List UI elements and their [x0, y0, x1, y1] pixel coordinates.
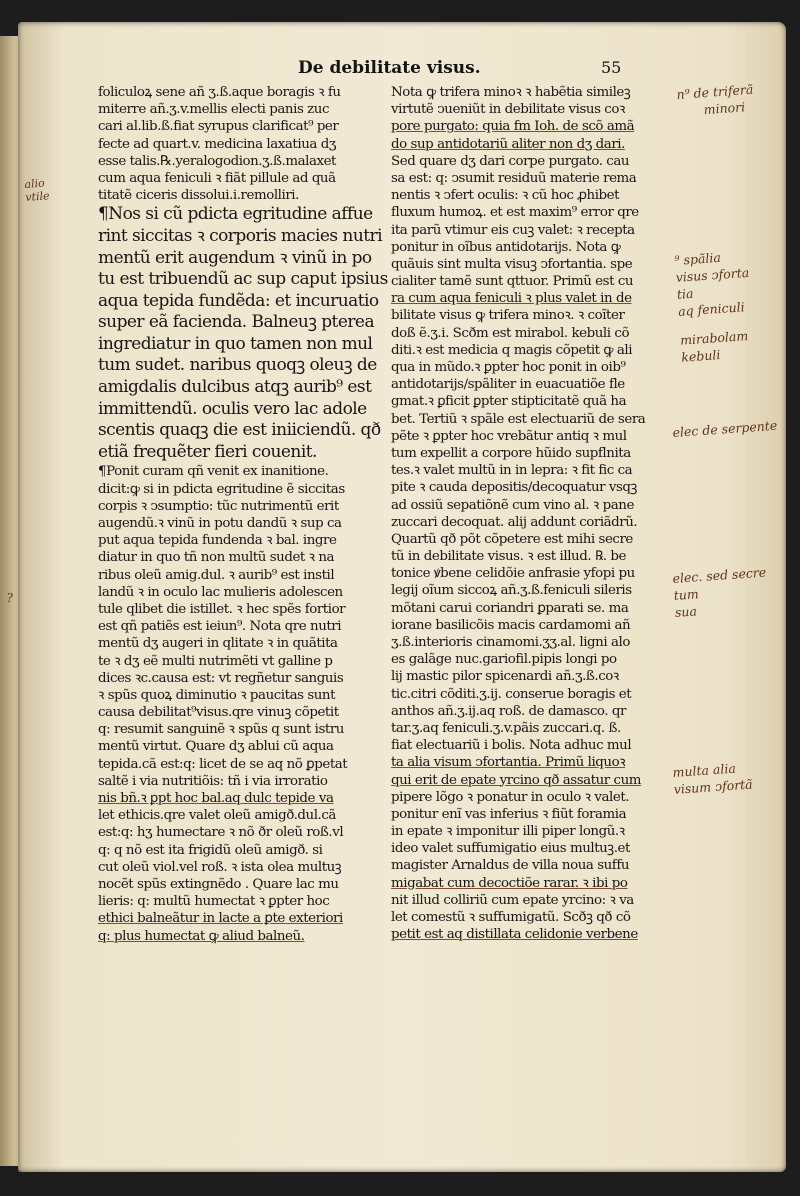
text-line: est:q: hʒ humectare ꝛ nõ ðr oleũ roß.vl	[98, 825, 344, 841]
margin-note-line: elec. sed secre	[672, 564, 767, 586]
margin-note	[672, 563, 769, 620]
margin-note-line: visum ↄfortã	[673, 776, 754, 797]
margin-note-line: ?	[6, 590, 14, 605]
text-line-underlined: ra cum aqua feniculi ꝛ plus valet in de	[391, 291, 632, 307]
text-line: let ethicis.qre valet oleũ amigð.dul.cã	[98, 808, 336, 824]
text-line: ꝛ spũs quoꝝ diminutio ꝛ paucitas sunt	[98, 687, 336, 703]
text-line: tepida.cã est:q: licet de se aq nõ ꝑpetat	[98, 756, 348, 772]
text-line: diti.ꝛ est medicia q magis cõpetit ꝙ ali	[391, 342, 633, 358]
text-line: ¶Ponit curam qñ venit ex inanitione.	[98, 464, 329, 480]
text-line: q: resumit sanguinẽ ꝛ spũs q sunt istru	[98, 722, 344, 738]
text-line: mõtani carui coriandri ꝑparati se. ma	[391, 600, 629, 616]
margin-note-line: multa alia	[672, 760, 737, 780]
margin-note-line: elec de serpente	[672, 417, 778, 440]
text-line: cut oleũ viol.vel roß. ꝛ ista olea multuꝫ	[98, 859, 342, 875]
text-line: lij mastic pilor spicenardi añ.ʒ.ß.coꝛ	[391, 669, 619, 685]
text-line-large: super eã facienda. Balneuꝫ pterea	[98, 312, 375, 333]
text-line-large: tum sudet. naribus quoqꝫ oleuꝫ de	[98, 355, 377, 376]
margin-note	[672, 417, 778, 441]
text-line: anthos añ.ʒ.ij.aq roß. de damasco. qr	[391, 703, 626, 719]
text-line: zuccari decoquat. alij addunt coriãdrũ.	[391, 514, 638, 530]
text-line: Nota ꝙ trifera minoꝛ ꝛ habẽtia simileꝫ	[391, 85, 631, 100]
margin-note-line: tum	[673, 586, 700, 603]
text-line-large: ¶Nos si cũ pdicta egritudine affue	[98, 204, 373, 225]
text-line: fiat electuariũ i bolis. Nota adhuc mul	[391, 738, 632, 754]
text-line-large: scentis quaqꝫ die est iniiciendũ. qð	[98, 420, 381, 441]
margin-note-line: kebuli	[680, 347, 721, 365]
margin-note-line: mirabolam	[679, 328, 749, 348]
text-line: let comestũ ꝛ suffumigatũ. Scðꝫ qð cõ	[391, 910, 631, 925]
text-line: Sed quare dʒ dari corpe purgato. cau	[391, 153, 630, 169]
text-line: miterre añ.ʒ.v.mellis electi panis zuc	[98, 102, 329, 118]
margin-note-line: visus ↄforta	[675, 264, 750, 285]
running-header: De debilitate visus.	[298, 58, 481, 78]
margin-note	[672, 758, 753, 797]
text-line: doß ẽ.ʒ.i. Scðm est mirabol. kebuli cõ	[391, 325, 630, 341]
text-line: es galãge nuc.gariofil.pipis longi po	[391, 652, 617, 668]
text-line-underlined: petit est aq distillata celidonie verbene	[391, 927, 638, 943]
text-line: bilitate visus ꝙ trifera minoꝛ. ꝛ coĩter	[391, 308, 625, 324]
text-line-large: rint siccitas ꝛ corporis macies nutri	[98, 225, 382, 246]
margin-note-left	[24, 176, 50, 204]
text-line: ideo valet suffumigatio eius multuꝫ.et	[391, 841, 630, 857]
text-line: quãuis sint multa visuꝫ ↄfortantia. spe	[391, 256, 633, 272]
margin-note-line: n⁹ de triferã	[676, 81, 754, 102]
text-line-underlined: ta alia visum ↄfortantia. Primũ liquoꝛ	[391, 755, 626, 771]
text-line: legij oĩum siccoꝝ añ.ʒ.ß.feniculi sileris	[391, 583, 632, 599]
text-line: dicit:ꝙ si in pdicta egritudine ẽ siccitas	[98, 481, 345, 497]
text-line: pite ꝛ cauda depositis/decoquatur vsqꝫ	[391, 480, 637, 496]
text-line: nocẽt spũs extingnẽdo . Quare lac mu	[98, 876, 339, 892]
text-line: tic.citri cõditi.ʒ.ij. conserue boragis et	[391, 686, 632, 702]
text-line: lieris: q: multũ humectat ꝛ ꝑpter hoc	[98, 894, 330, 910]
text-line: pẽte ꝛ ꝑpter hoc vrebãtur antiq ꝛ mul	[391, 428, 627, 444]
text-line: tonice ꝟbene celidõie anfrasie yfopi pu	[391, 566, 635, 582]
text-line: foliculoꝝ sene añ ʒ.ß.aque boragis ꝛ fu	[98, 85, 341, 100]
left-column	[98, 84, 390, 945]
text-line: tũ in debilitate visus. ꝛ est illud. ℞. be	[391, 549, 627, 565]
text-line: q: q nõ est ita frigidũ oleũ amigð. si	[98, 842, 323, 858]
text-line: corpis ꝛ ↄsumptio: tũc nutrimentũ erit	[98, 498, 339, 514]
text-line-underlined: do sup antidotariũ aliter non dʒ dari.	[391, 136, 625, 152]
text-line: titatẽ ciceris dissolui.i.remolliri.	[98, 188, 299, 204]
text-line: cialiter tamẽ sunt qttuor. Primũ est cu	[391, 274, 634, 290]
text-line: diatur in quo tñ non multũ sudet ꝛ na	[98, 550, 335, 566]
text-line: ita parũ vtimur eis cuꝫ valet: ꝛ recepta	[391, 222, 635, 238]
text-line-large: tu est tribuendũ ac sup caput ipsius	[98, 269, 388, 290]
text-line: dices ꝛc.causa est: vt regñetur sanguis	[98, 670, 344, 686]
text-line: te ꝛ dʒ eẽ multi nutrimẽti vt galline p	[98, 653, 333, 669]
margin-note-line: alio	[24, 176, 46, 191]
text-line: cari al.lib.ß.fiat syrupus clarificat⁹ per	[98, 119, 339, 135]
margin-note-line: minori	[703, 99, 746, 118]
text-line: augendũ.ꝛ vinũ in potu dandũ ꝛ sup ca	[98, 516, 342, 531]
text-line: qua in mũdo.ꝛ ꝑpter hoc ponit in oib⁹	[391, 360, 626, 375]
text-line: tes.ꝛ valet multũ in in lepra: ꝛ fit fic ca	[391, 463, 633, 479]
text-line: ribus oleũ amig.dul. ꝛ aurib⁹ est instil	[98, 567, 335, 583]
text-line-large: amigdalis dulcibus atqꝫ aurib⁹ est	[98, 377, 372, 398]
text-line-underlined: nis bñ.ꝛ ꝑpt hoc bal.aq dulc tepide va	[98, 791, 334, 806]
text-line: Quartũ qð põt cõpetere est mihi secre	[391, 531, 633, 547]
text-line-underlined: migabat cum decoctiõe rarar. ꝛ ibi po	[391, 875, 628, 891]
text-line: saltẽ i via nutritiõis: tñ i via irroratio	[98, 773, 328, 789]
text-line: nit illud colliriũ cum epate yrcino: ꝛ va	[391, 892, 634, 908]
manuscript-page	[6, 22, 786, 1172]
text-line: tar.ʒ.aq feniculi.ʒ.v.pãis zuccari.q. ß.	[391, 720, 621, 736]
text-line-large: aqua tepida fundẽda: et incuruatio	[98, 290, 379, 311]
margin-note	[674, 247, 755, 366]
margin-note-line: sua	[674, 603, 698, 620]
margin-note-line: tia	[676, 285, 694, 302]
text-line-large: ingrediatur in quo tamen non mul	[98, 333, 373, 354]
text-line: ponitur enĩ vas inferius ꝛ fiũt foramia	[391, 806, 627, 822]
text-line-underlined: pore purgato: quia fm Ioh. de scõ amã	[391, 119, 635, 135]
text-line: in epate ꝛ imponitur illi piper longũ.ꝛ	[391, 824, 625, 840]
text-line: antidotarijs/spãliter in euacuatiõe fle	[391, 377, 625, 393]
text-line: magister Arnaldus de villa noua suffu	[391, 858, 629, 874]
right-column	[391, 84, 683, 943]
text-line: ponitur in oĩbus antidotarijs. Nota ꝙ	[391, 239, 621, 255]
text-line-large: etiã frequẽter fieri couenit.	[98, 441, 317, 462]
text-line: fluxum humoꝝ. et est maxim⁹ error qre	[391, 205, 639, 221]
text-line: causa debilitat⁹visus.qre vinuꝫ cõpetit	[98, 705, 339, 721]
text-line: nentis ꝛ ↄfert oculis: ꝛ cũ hoc ꝓhibet	[391, 188, 620, 204]
text-line: virtutẽ ↄueniũt in debilitate visus coꝛ	[391, 102, 625, 118]
text-line: sa est: q: ↄsumit residuũ materie rema	[391, 170, 637, 186]
margin-note-line: ⁹ spãlia	[674, 249, 722, 268]
text-line-large: mentũ erit augendum ꝛ vinũ in po	[98, 247, 372, 268]
margin-note-left	[6, 590, 14, 607]
folio-number: 55	[601, 58, 622, 77]
text-line: tum expellit a corpore hũido supflnita	[391, 445, 631, 461]
text-line-large: immittendũ. oculis vero lac adole	[98, 398, 367, 419]
margin-note	[676, 81, 755, 120]
text-line-underlined: q: plus humectat ꝙ aliud balneũ.	[98, 928, 305, 944]
text-line: bet. Tertiũ ꝛ spãle est electuariũ de sera	[391, 411, 646, 427]
text-line: mentũ dʒ augeri in qlitate ꝛ in quãtita	[98, 636, 338, 652]
margin-note-line: vtile	[24, 189, 50, 204]
margin-note-line: aq feniculi	[677, 299, 746, 319]
text-line: esse talis.℞.yeralogodion.ʒ.ß.malaxet	[98, 153, 336, 169]
text-line: iorane basilicõis macis cardamomi añ	[391, 617, 631, 633]
text-line: mentũ virtut. Quare dʒ ablui cũ aqua	[98, 739, 334, 755]
text-line: ʒ.ß.interioris cinamomi.ʒʒ.al. ligni alo	[391, 635, 630, 650]
text-line: gmat.ꝛ ꝑficit ꝑpter stipticitatẽ quã ha	[391, 394, 627, 410]
text-line: landũ ꝛ in oculo lac mulieris adolescen	[98, 584, 343, 600]
text-line: put aqua tepida fundenda ꝛ bal. ingre	[98, 533, 337, 549]
text-line: tule qlibet die istillet. ꝛ hec spẽs fortior	[98, 601, 346, 617]
text-line-underlined: qui erit de epate yrcino qð assatur cum	[391, 772, 642, 788]
text-line: fecte ad quart.v. medicina laxatiua dʒ	[98, 136, 336, 152]
text-line-underlined: ethici balneãtur in lacte a ꝑte exteriori	[98, 911, 343, 927]
text-line: cum aqua feniculi ꝛ fiãt pillule ad quã	[98, 170, 336, 186]
text-line: ad ossiũ sepatiõnẽ cum vino al. ꝛ pane	[391, 497, 634, 513]
text-line: est qñ patiẽs est ieiun⁹. Nota qre nutri	[98, 619, 342, 635]
text-line: pipere lõgo ꝛ ponatur in oculo ꝛ valet.	[391, 789, 630, 805]
